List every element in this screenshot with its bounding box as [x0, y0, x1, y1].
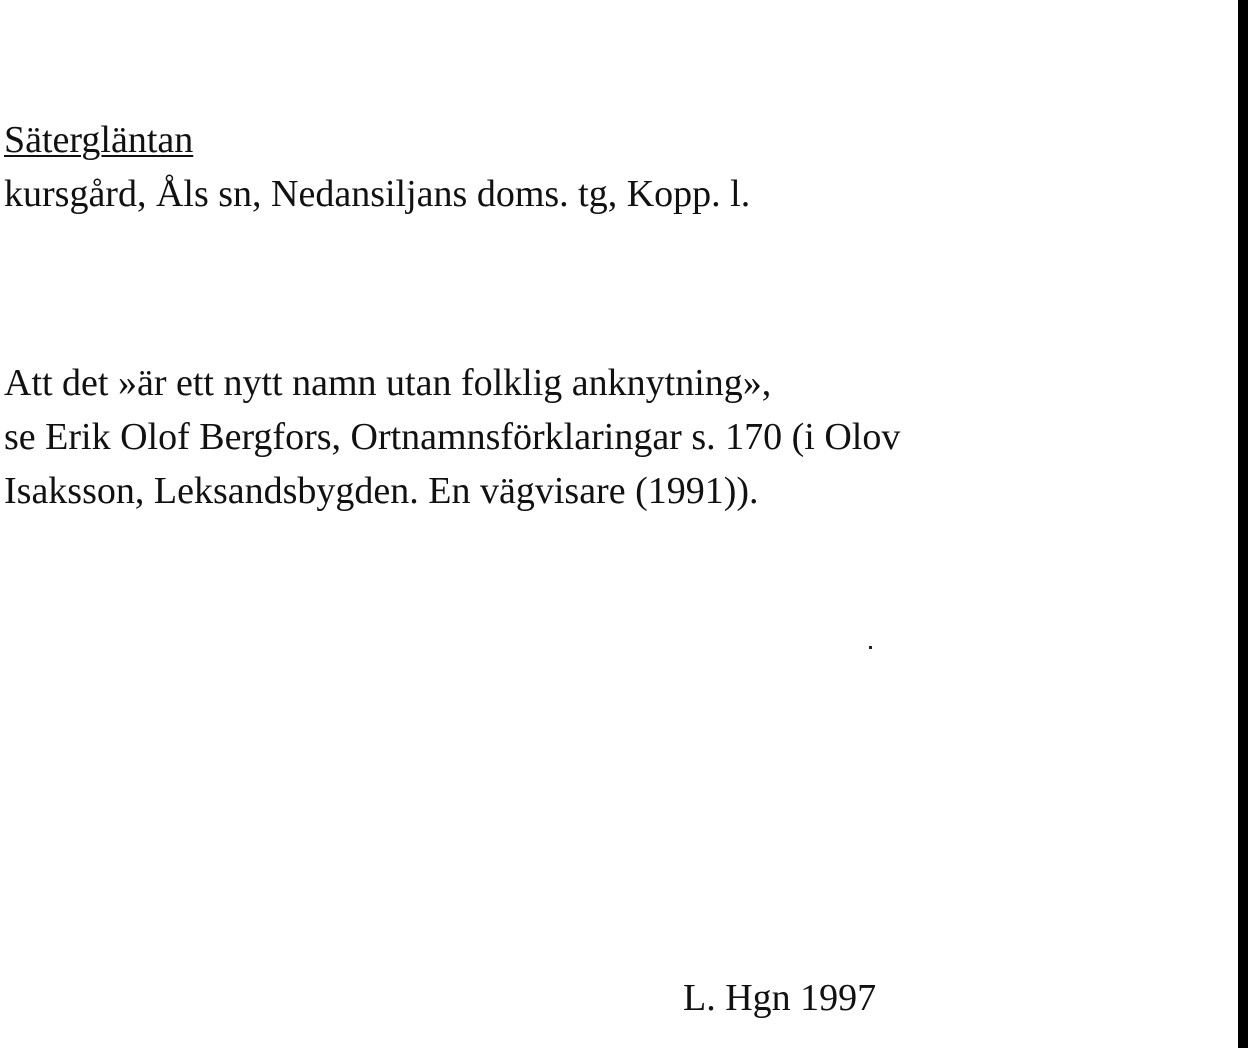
signature: L. Hgn 1997: [683, 977, 877, 1019]
body-line: Isaksson, Leksandsbygden. En vägvisare (1991)).: [4, 470, 759, 512]
card-edge-border: [1238, 0, 1248, 1048]
entry-title: Sätergläntan: [4, 119, 194, 161]
body-line: se Erik Olof Bergfors, Ortnamnsförklaringar s. 170 (i Olov: [4, 416, 901, 458]
scan-speck: [869, 646, 872, 649]
body-paragraph: [4, 356, 900, 518]
entry-description: kursgård, Åls sn, Nedansiljans doms. tg, Kopp. l.: [4, 173, 751, 215]
body-line: Att det »är ett nytt namn utan folklig anknytning»,: [4, 362, 772, 404]
